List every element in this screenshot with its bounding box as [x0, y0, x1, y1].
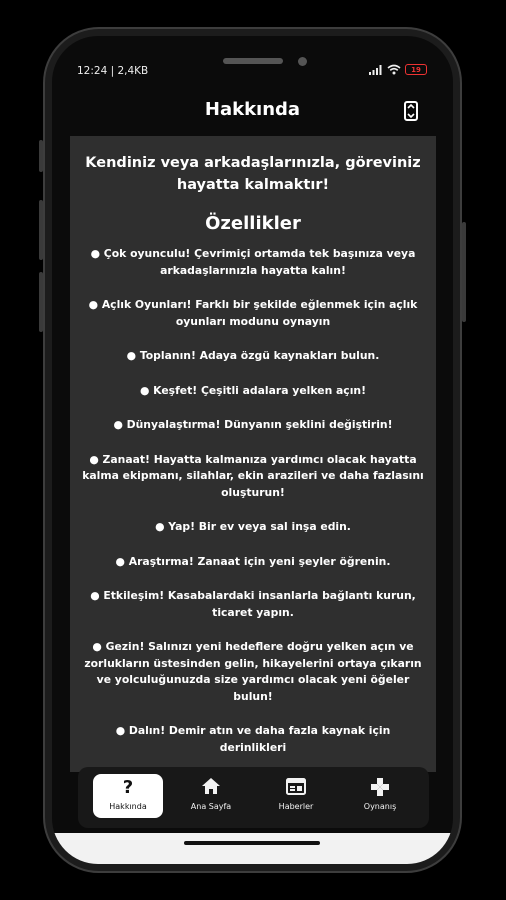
question-mark-icon: ? [122, 777, 134, 798]
nav-item-home[interactable] [176, 774, 246, 818]
status-icons [369, 64, 427, 75]
nav-label-about: Hakkında [109, 802, 147, 811]
wifi-icon [387, 64, 401, 75]
about-content[interactable] [70, 136, 436, 772]
page-title: Hakkında [204, 99, 301, 120]
feature-item: ● Toplanın! Adaya özgü kaynakları bulun. [126, 349, 380, 362]
phone-screen [52, 36, 453, 864]
nav-label-news: Haberler [278, 802, 314, 811]
nav-item-news[interactable] [261, 774, 331, 818]
status-bar [52, 62, 453, 80]
calendar-news-icon [261, 777, 331, 799]
phone-side-button [462, 222, 466, 322]
feature-item: ● Zanaat! Hayatta kalmanıza yardımcı olacak hayatta kalma ekipmanı, silahlar, ekin arazileri ve daha fazlasını oluşturun! [82, 452, 424, 499]
gamepad-icon [345, 777, 415, 799]
bottom-navigation [78, 767, 429, 828]
phone-side-button [39, 140, 43, 172]
feature-item: ● Yap! Bir ev veya sal inşa edin. [155, 520, 351, 533]
feature-item: ● Araştırma! Zanaat için yeni şeyler öğrenin. [115, 554, 391, 568]
feature-item: ● Keşfet! Çeşitli adalara yelken açın! [139, 383, 367, 397]
features-list [70, 246, 436, 756]
nav-item-about[interactable] [93, 774, 163, 818]
status-time: 12:24 | 2,4KB [77, 65, 149, 77]
feature-item: ● Açlık Oyunları! Farklı bir şekilde eğlenmek için açlık oyunları modunu oynayın [88, 298, 418, 328]
headline: Kendiniz veya arkadaşlarınızla, göreviniz hayatta kalmaktır! [85, 155, 421, 193]
feature-item: ● Etkileşim! Kasabalardaki insanlarla bağlantı kurun, ticaret yapın. [90, 589, 416, 619]
feature-item: ● Çok oyunculu! Çevrimiçi ortamda tek başınıza veya arkadaşlarınızla hayatta kalın! [90, 247, 416, 277]
feature-item: ● Dünyalaştırma! Dünyanın şeklini değiştirin! [113, 418, 393, 431]
battery-icon: 19 [405, 64, 427, 75]
home-indicator[interactable] [184, 841, 320, 845]
feature-item: ● Dalın! Demir atın ve daha fazla kaynak için derinlikleri [115, 724, 391, 754]
feature-item: ● Gezin! Salınızı yeni hedeflere doğru yelken açın ve zorlukların üstesinden gelin, hikayelerini ortaya çıkarın ve yolculuğunuzda size yardımcı olacak yeni öğeler bulun! [84, 640, 422, 703]
screen-rotation-icon[interactable] [402, 99, 420, 123]
features-title: Özellikler [205, 213, 301, 234]
app-bar [52, 91, 453, 131]
nav-item-gameplay[interactable] [345, 774, 415, 818]
signal-icon [369, 65, 383, 75]
nav-label-home: Ana Sayfa [190, 802, 232, 811]
phone-side-button [39, 200, 43, 260]
home-icon [176, 777, 246, 799]
phone-side-button [39, 272, 43, 332]
system-gesture-area [52, 833, 453, 864]
nav-label-gameplay: Oynanış [363, 802, 397, 811]
